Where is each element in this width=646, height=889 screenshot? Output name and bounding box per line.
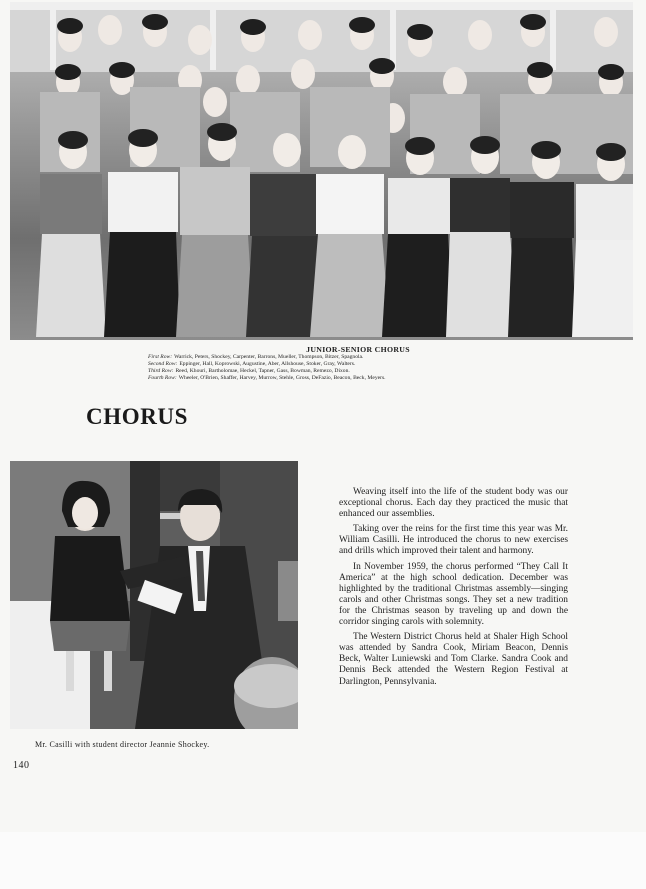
article-paragraph: The Western District Chorus held at Shaler High School was attended by Sandra Cook, Miriam Beacon, Dennis Beck, Walter Luniewski and Tom Clarke. Sandra Cook and Dennis Beck attended the Western Region Festival at Darlington, Pennsylvania.	[339, 632, 568, 687]
row-names: Reed, Khouri, Bartholomae, Heckel, Tapner, Gass, Bowman, Remezo, Dixon.	[175, 368, 350, 374]
article-paragraph: In November 1959, the chorus performed “They Call It America” at the high school dedication. December was highlighted by the traditional Christmas assembly—singing carols and other Christmas songs. They set a new tradition for the Christmas season by traveling up and down the corridor singing carols with solemnity.	[339, 561, 568, 628]
row-label: Second Row:	[148, 361, 178, 367]
caption-row-third	[148, 368, 568, 375]
row-names: Eppinger, Hall, Koprowski, Augustine, Aber, Allshouse, Stoker, Gray, Walters.	[179, 361, 356, 367]
article-paragraph: Taking over the reins for the first time this year was Mr. William Casilli. He introduced the chorus to new exercises and drills which improved their talent and harmony.	[339, 524, 568, 557]
chorus-article	[339, 487, 568, 692]
row-label: Third Row:	[148, 368, 174, 374]
page-number: 140	[13, 760, 30, 771]
caption-row-first	[148, 354, 568, 361]
row-names: Warrick, Peters, Shockey, Carpenter, Barrons, Mueller, Thompson, Bitzer, Spagnola.	[174, 354, 364, 360]
group-photo-title: JUNIOR-SENIOR CHORUS	[306, 345, 410, 354]
row-label: First Row:	[148, 354, 173, 360]
director-photo-caption: Mr. Casilli with student director Jeannie Shockey.	[35, 740, 210, 749]
chorus-group-photo	[10, 2, 633, 340]
article-paragraph: Weaving itself into the life of the student body was our exceptional chorus. Each day they practiced the music that enhanced our assemblies.	[339, 487, 568, 520]
caption-row-second	[148, 361, 568, 368]
caption-row-fourth	[148, 375, 568, 382]
group-photo-caption	[148, 346, 568, 382]
section-title: CHORUS	[86, 404, 189, 429]
row-names: Wheeler, O'Brien, Shaffer, Harvey, Murrow, Stehle, Gross, DeFazio, Beacon, Beck, Meyers.	[178, 375, 386, 381]
page-bottom-margin	[0, 832, 646, 889]
row-label: Fourth Row:	[148, 375, 177, 381]
director-photo	[10, 461, 298, 729]
